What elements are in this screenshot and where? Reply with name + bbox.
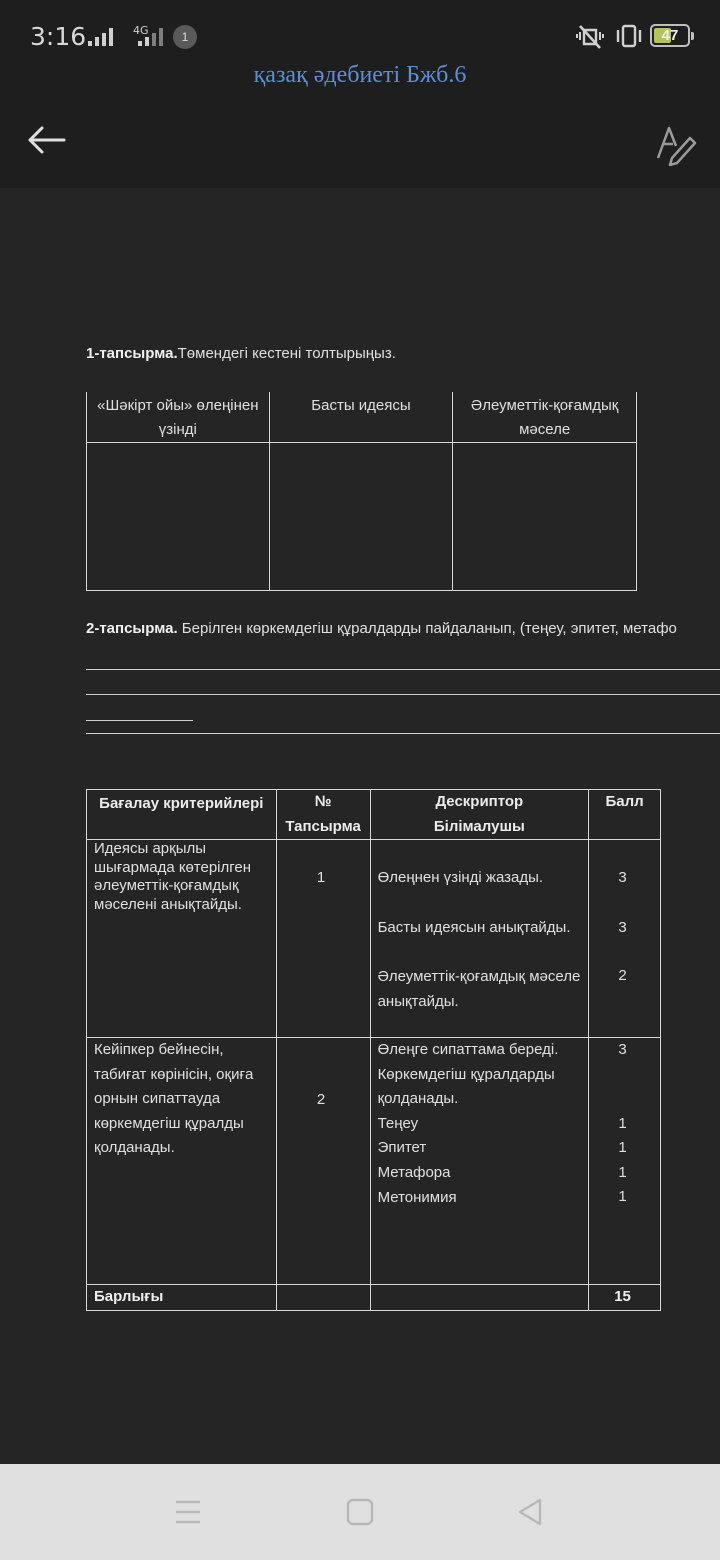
descriptor-cell: [370, 1038, 589, 1285]
score-value: 3: [618, 918, 627, 936]
task-number-cell: [276, 840, 370, 1038]
total-label-cell: [87, 1285, 277, 1311]
task2-heading: [86, 620, 720, 637]
task1-col-main-idea: Басты идеясы: [269, 392, 453, 443]
header-criteria: Бағалау критерийлері: [87, 790, 277, 840]
descriptor-item: Өлеңнен үзінді жазады.: [377, 869, 544, 886]
status-time: 3:16: [30, 22, 87, 51]
score-cell: [589, 1038, 661, 1285]
score-value: 3: [618, 869, 627, 886]
descriptor-item: Өлеңге сипаттама береді.: [377, 1041, 559, 1058]
network-type-label: 4G: [133, 24, 149, 37]
navigation-bar: [0, 1464, 720, 1560]
assessment-table: [86, 789, 661, 1311]
task1-heading: [86, 345, 396, 362]
header-task-no-sub: Тапсырма: [276, 815, 370, 840]
score-value: 3: [618, 1041, 627, 1058]
task1-label: 1-тапсырма.: [86, 345, 178, 362]
score-value: 2: [618, 967, 627, 985]
signal-4g-icon: [134, 28, 164, 46]
task1-cell-social-issue: [453, 443, 637, 591]
descriptor-item: Теңеу: [377, 1114, 419, 1132]
task1-table: [86, 392, 637, 591]
total-label: Барлығы: [94, 1288, 164, 1305]
descriptor-item: Эпитет: [377, 1139, 427, 1157]
back-arrow-icon[interactable]: [24, 118, 68, 162]
total-empty-cell: [370, 1285, 589, 1311]
descriptor-item: Көркемдегіш құралдарды қолданады.: [377, 1065, 555, 1108]
header-descriptor-sub: Білімалушы: [370, 815, 589, 840]
task-number: 1: [316, 869, 326, 886]
task2-label: 2-тапсырма.: [86, 620, 178, 637]
task2-text: Берілген көркемдегіш құралдарды пайдаланып, (теңеу, эпитет, метафо: [177, 620, 677, 637]
task1-text: Төмендегі кестені толтырыңыз.: [177, 345, 396, 362]
home-icon[interactable]: [342, 1494, 378, 1530]
total-score-cell: [589, 1285, 661, 1311]
task2-answer-line: [86, 720, 720, 734]
vibrate-icon: [613, 22, 645, 50]
criteria-cell: [87, 840, 277, 1038]
criteria-text: Кейіпкер бейнесін, табиғат көрінісін, оқиға орнын сипаттауда көркемдегіш құралды қолданады.: [94, 1041, 254, 1157]
task1-col-social-issue: Әлеуметтік-қоғамдық мәселе: [453, 392, 637, 443]
task-number: 2: [316, 1091, 326, 1108]
notification-count-badge: 1: [173, 25, 197, 49]
task1-cell-excerpt: [87, 443, 270, 591]
signal-icon: [88, 28, 118, 46]
score-value: 1: [618, 1114, 627, 1132]
top-app-bar: [0, 0, 720, 188]
back-triangle-icon[interactable]: [512, 1494, 548, 1530]
score-value: 1: [618, 1163, 627, 1181]
descriptor-cell: [370, 840, 589, 1038]
score-value: 1: [618, 1188, 627, 1206]
document-title: қазақ әдебиеті Бжб.6: [253, 62, 467, 88]
header-task-no: №: [276, 790, 370, 815]
descriptor-item: Басты идеясын анықтайды.: [377, 918, 571, 936]
criteria-cell: [87, 1038, 277, 1285]
descriptor-item: Метонимия: [377, 1188, 457, 1206]
vibrate-mute-icon: [574, 22, 606, 50]
descriptor-item: Метафора: [377, 1163, 451, 1181]
task1-col-excerpt: «Шәкірт ойы» өлеңінен үзінді: [87, 392, 270, 443]
task-number-cell: [276, 1038, 370, 1285]
criteria-text: Идеясы арқылы шығармада көтерілген әлеуметтік-қоғамдық мәселені анықтайды.: [94, 840, 252, 913]
header-descriptor: Дескриптор: [370, 790, 589, 815]
header-score: Балл: [589, 790, 661, 815]
total-empty-cell: [276, 1285, 370, 1311]
total-score: 15: [614, 1288, 631, 1305]
battery-indicator: [650, 24, 690, 47]
score-value: 1: [618, 1139, 627, 1157]
task2-answer-lines: [86, 645, 720, 721]
header-score-sub: [589, 815, 661, 840]
descriptor-item: Әлеуметтік-қоғамдық мәселе анықтайды.: [377, 968, 581, 1010]
edit-pen-icon[interactable]: [654, 122, 698, 166]
score-cell: [589, 840, 661, 1038]
battery-percentage: 47: [661, 27, 679, 44]
recent-apps-icon[interactable]: [170, 1494, 206, 1530]
task1-cell-main-idea: [269, 443, 453, 591]
